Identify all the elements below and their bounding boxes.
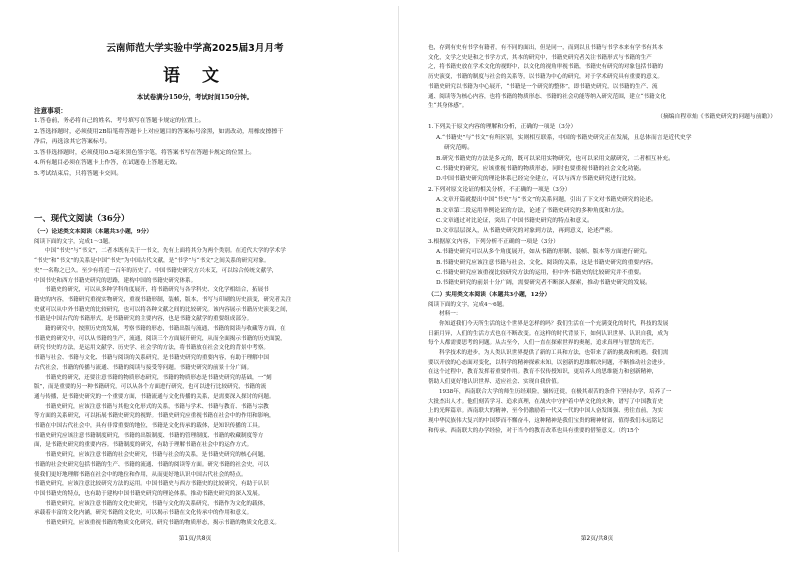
exam-title: 云南师范大学实验中学高2025届3月月考 bbox=[106, 43, 284, 54]
answer-option: B.研究书籍史的方法是多元的，既可以采用实物研究，也可以采用文献研究，二者相互补充。 bbox=[436, 155, 674, 162]
text-line: 面，是书籍史研究的重要内容。书籍制度的研究，有助于理解书籍在社会中的运作方式。 bbox=[34, 442, 253, 449]
answer-option: C.文章通过对比论证，突出了中国书籍史研究的特点和意义。 bbox=[436, 217, 593, 224]
text-line: 帮助人们更好地认识世界、适应社会、实现自我价值。 bbox=[428, 379, 563, 386]
text-line: 书籍史研究，应该重视书籍的物质文化研究，研究书籍的物质形态，揭示书籍的物质文化意义。 bbox=[45, 520, 280, 527]
question-1: 1.下列关于原文内容的理解和分析，正确的一项是（3分） bbox=[428, 124, 577, 131]
text-line: 书籍史研究以书籍为中心展开，“书籍是一个研究的整体”，即书籍史研究，以书籍的生产、流 bbox=[428, 83, 658, 90]
note-item: 1.答卷前，务必将自己的姓名、考号填写在答题卡规定的位置上。 bbox=[34, 118, 205, 124]
text-line: 日新月异，人们的生活方式也在不断改变。在这样的时代背景下，如何认识世界、认识自我，成为 bbox=[428, 330, 669, 337]
passage-one bbox=[34, 228, 386, 529]
page-footer: 第2页/共8页 bbox=[580, 536, 614, 542]
text-line: 籍的研究中，按照历史的发展，考察书籍的形态，书籍出版与流通，书籍的阅读与收藏等方面，在 bbox=[45, 326, 286, 333]
text-line: 1938年，西南联合大学的师生历经艰险，辗转迁徙，在极其艰苦的条件下坚持办学，培养了一 bbox=[439, 388, 672, 395]
page-two bbox=[402, 0, 792, 561]
subject-title: 语 文 bbox=[163, 66, 227, 86]
text-line: 书籍史的研究，可以从多种学科角度展开，将书籍研究与各学科史、文化学相结合，拓展书 bbox=[45, 287, 269, 294]
text-line: 之，将书籍史放在学术文化的视野中，以文化的视角审视书籍，书籍史有研究的对象包括书籍的 bbox=[428, 64, 663, 71]
answer-option: A.书籍史研究可以从多个角度展开，如从书籍的形制、装帧、版本等方面进行研究。 bbox=[436, 249, 651, 256]
text-line: 在这个过程中，教育发挥着重要作用。教育不仅传授知识，更培养人的思维能力和创新精神， bbox=[428, 369, 658, 376]
text-line: 也，存到有史有书学有籍者，有不同的面出，但是同一，而到以且书籍与书学本来有学书有其本 bbox=[428, 45, 663, 51]
page-divider bbox=[398, 6, 399, 552]
text-line: 通与传播，是书籍史研究的一个重要方面，书籍流通与文化传播的关系，是需要深入探讨的问题。 bbox=[34, 393, 275, 400]
score-line: 本试卷满分150分，考试时间150分钟。 bbox=[136, 93, 254, 101]
section-heading: 一、现代文阅读（36分） bbox=[34, 213, 130, 223]
text-line: 版”，而是重要的另一种书籍研究，可以从各个方面进行研究，也可以进行比较研究，书籍的流 bbox=[34, 384, 267, 391]
note-item: 净后，再选涂其它答案标号。 bbox=[34, 139, 111, 146]
notes-heading: 注意事项： bbox=[34, 107, 67, 115]
text-line: 大批杰出人才。他们刻苦学习、追求真理，在战火中守护着中华文化的火种，谱写了中国教育史 bbox=[428, 398, 663, 405]
page-one bbox=[0, 0, 390, 561]
text-line: 中国书史和西方书籍史研究的思路，建构中国的书籍史研究体系。 bbox=[34, 277, 197, 284]
text-line: 书籍史研究，应该注意书籍与其他文化形式的关系，书籍与学术、书籍与教育、书籍与宗教 bbox=[45, 403, 269, 410]
text-line: 研究书史的方法，是运用文献学、历史学、社会学的方法，将书籍放在社会文化的背景中考察。 bbox=[34, 345, 269, 352]
page-footer: 第1页/共8页 bbox=[178, 536, 212, 542]
text-line: 要以开放的心态面对变化，以科学的精神探索未知，以创新的思维解决问题，不断推动社会进步。 bbox=[428, 359, 669, 366]
text-line: 书籍史研究，应该注意书籍的社会史研究，书籍与社会的关系，是书籍史研究的核心问题， bbox=[45, 452, 269, 459]
passage-body bbox=[428, 44, 784, 112]
passage-body bbox=[34, 247, 386, 528]
answer-option: 研究范畴。 bbox=[444, 145, 473, 152]
text-line: 等方面的关系研究，可以拓展书籍史研究的视野。书籍史研究应重视书籍在社会中的作用和影响， bbox=[34, 413, 275, 420]
text-line: 史”一名称之已久。至少有将近一百年的历史了。中国书籍史研究方兴未艾，可以综合传统文献学， bbox=[34, 267, 278, 274]
text-line: 古代社会，书籍的传播与流通、书籍的阅读与接受等问题。书籍史研究的前景十分广阔。 bbox=[34, 364, 253, 371]
question-2-options bbox=[428, 195, 784, 237]
question-3-options bbox=[428, 247, 784, 289]
text-line: 现中华民族伟大复兴的中国梦而不懈奋斗，这种精神是我们宝贵的精神财富，值得我们永远铭记 bbox=[428, 417, 663, 424]
text-line: 书籍史研究应该注意书籍制度研究，书籍的出版制度、书籍的管理制度、书籍的收藏制度等方 bbox=[34, 432, 264, 439]
text-line: 书籍与社会、书籍与文化、书籍与阅读的关系研究，是书籍史研究的重要内容，有助于理解中国 bbox=[34, 355, 269, 362]
answer-option: B.书籍史研究应该注意书籍与社会、文化、阅读的关系，这是书籍史研究的重要内容。 bbox=[436, 259, 657, 266]
text-line: 每个人都需要思考的问题。从古至今，人们一直在探索世界的奥秘，追求真理与智慧的光芒。 bbox=[428, 340, 658, 347]
passage-source: （摘编自程章灿《书籍史研究的问题与前瞻》） bbox=[657, 113, 776, 120]
exam-notes bbox=[34, 106, 386, 180]
passage-subheading: （一）论述类文本阅读（本题共3小题，9分） bbox=[34, 229, 153, 235]
text-line: 中国“书史”与“书文”，二者本既有关于一书文，先有上面将其分为两个类别。在近代大学的学术学 bbox=[45, 248, 286, 255]
answer-option: A.文章开篇就提出中国“书史”与“书文”的关系问题，引出了下文对书籍史研究的论述。 bbox=[436, 197, 657, 204]
text-line: 通、阅读等为核心内容，也将书籍的物质形态、书籍的社会功能等纳入研究范围，建立“书籍文化 bbox=[428, 93, 666, 100]
passage-instruction: 阅读下面的文字，完成1～3题。 bbox=[34, 238, 114, 245]
text-line: 你知道我们今天所生活的这个世界是怎样的吗？我们生活在一个充满变化的时代，科技的发展 bbox=[439, 320, 669, 327]
text-line: 籍史的内容，书籍研究重视实物研究，重视书籍形制，装帧，版本，书写与印刷的历史演变，研究者关注 bbox=[34, 296, 292, 303]
text-line: 史就可以从中外书籍史的比较研究，也可以将各种文献之间的比较研究。该内容展示书籍历史演变之间， bbox=[34, 306, 292, 313]
passage-body bbox=[428, 310, 784, 436]
text-line: “书史”和“书文”的关系是中国“书史”为中国古代文献，是“书学”与“书文”之间关系的研究对象。 bbox=[34, 258, 270, 265]
note-item: 3.答非选择题时，必须使用0.5毫米黑色签字笔，将答案书写在答题卡规定的位置上。 bbox=[34, 149, 256, 156]
note-item: 5.考试结束后，只将答题卡交回。 bbox=[34, 170, 123, 177]
text-line: 历史演变，书籍的制度与社会的关系等，以书籍为中心的研究，对于学术研究具有重要的意义。 bbox=[428, 74, 663, 81]
question-2: 2.下列对原文论证的相关分析，不正确的一项是（3分） bbox=[428, 186, 571, 193]
answer-option: D.文章层层深入，从书籍史研究的对象到方法，再到意义，论述严密。 bbox=[436, 228, 617, 235]
answer-option: D.书籍史研究的前景十分广阔，需要研究者不断深入探索，推动书籍史研究的发展。 bbox=[436, 280, 651, 287]
passage-subheading: （二）实用类文本阅读（本题共3小题，12分） bbox=[428, 291, 551, 298]
text-line: 生“其身体感”。 bbox=[428, 103, 468, 110]
answer-option: C.书籍史的研究，应该重视书籍的物质形态，同时也要重视书籍的社会文化功能。 bbox=[436, 165, 645, 172]
text-line: 上的光辉篇章。西南联大的精神，至今仍激励着一代又一代的中国人奋发图强、勇往直前，为实 bbox=[428, 408, 663, 415]
answer-option: B.文章第二段运用举例论证的方法，论述了书籍史研究的多种角度和方法。 bbox=[436, 207, 628, 214]
text-line: 承载着丰富的文化内涵，研究书籍的文化史，可以揭示书籍在文化传承中的作用和意义。 bbox=[34, 510, 253, 517]
text-line: 书籍史研究，应该注意比较研究方法的运用。中国书籍史与西方书籍史的比较研究，有助于认识 bbox=[34, 481, 269, 488]
text-line: 和传承。西南联大的办学经验，对于当今的教育改革也具有重要的借鉴意义。（约15个 bbox=[428, 427, 640, 434]
text-line: 书籍史的研究，还要注意书籍的物质形态研究，书籍的物质形态是书籍史研究的基础，一“刻 bbox=[45, 374, 272, 381]
note-item: 2.答选择题时，必须使用2B铅笔将答题卡上对应题目的答案标号涂黑，如需改动，用橡皮擦擦干 bbox=[34, 128, 284, 135]
answer-option: D.中国书籍史研究的理论体系已经完全建立，可以与西方书籍史研究进行比较。 bbox=[436, 176, 640, 183]
passage-instruction: 阅读下面的文字，完成4～6题。 bbox=[428, 301, 508, 308]
passage-continued bbox=[428, 44, 784, 436]
text-line: 书籍史研究，应该注意书籍的文化史研究，书籍与文化的关系研究，书籍作为文化的载体， bbox=[45, 500, 269, 507]
text-line: 书籍的社会史研究包括书籍的生产、书籍的流通、书籍的阅读等方面。研究书籍的社会史，可以 bbox=[34, 461, 269, 468]
text-line: 书籍史的研究中，可以从书籍的生产，流通，阅读三个方面展开研究，从而全面揭示书籍的历史面貌， bbox=[34, 335, 286, 342]
text-line: 科学技术的进步，为人类认识世界提供了新的工具和方法，也带来了新的挑战和机遇。我们需 bbox=[439, 350, 669, 357]
text-line: 中国书籍史的特点，也有助于建构中国书籍史研究的理论体系，推动书籍史研究的深入发展。 bbox=[34, 490, 264, 497]
note-item: 4.所有题目必须在答题卡上作答，在试题卷上答题无效。 bbox=[34, 160, 181, 167]
question-1-options bbox=[428, 133, 784, 185]
question-3: 3.根据原文内容，下列分析不正确的一项是（3分） bbox=[428, 238, 559, 245]
text-line: 书籍是中国古代的书籍形式，是书籍研究的主要内容，也是书籍文献学的重要组成部分。 bbox=[34, 316, 253, 323]
text-line: 材料一： bbox=[439, 311, 462, 318]
answer-option: A.“书籍史”与“书文”有所区别，实则相互联系，中国的书籍史研究正在发展，且总体而言是近代史学 bbox=[436, 134, 692, 141]
text-line: 书籍在中国古代社会中，具有非常重要的地位，书籍是文化传承的载体，是知识传播的工具。 bbox=[34, 423, 264, 430]
text-line: 使我们更好地理解书籍在社会中的地位和作用，从而更好地认识中国古代社会的特点。 bbox=[34, 471, 247, 478]
answer-option: C.书籍史研究应该重视比较研究方法的运用，但中外书籍史的比较研究并不重要。 bbox=[436, 270, 645, 277]
text-line: 文化，文学之史是和之书学方式，其本的研究中，书籍史研究者关注书籍形式与书籍的生产 bbox=[428, 54, 652, 61]
